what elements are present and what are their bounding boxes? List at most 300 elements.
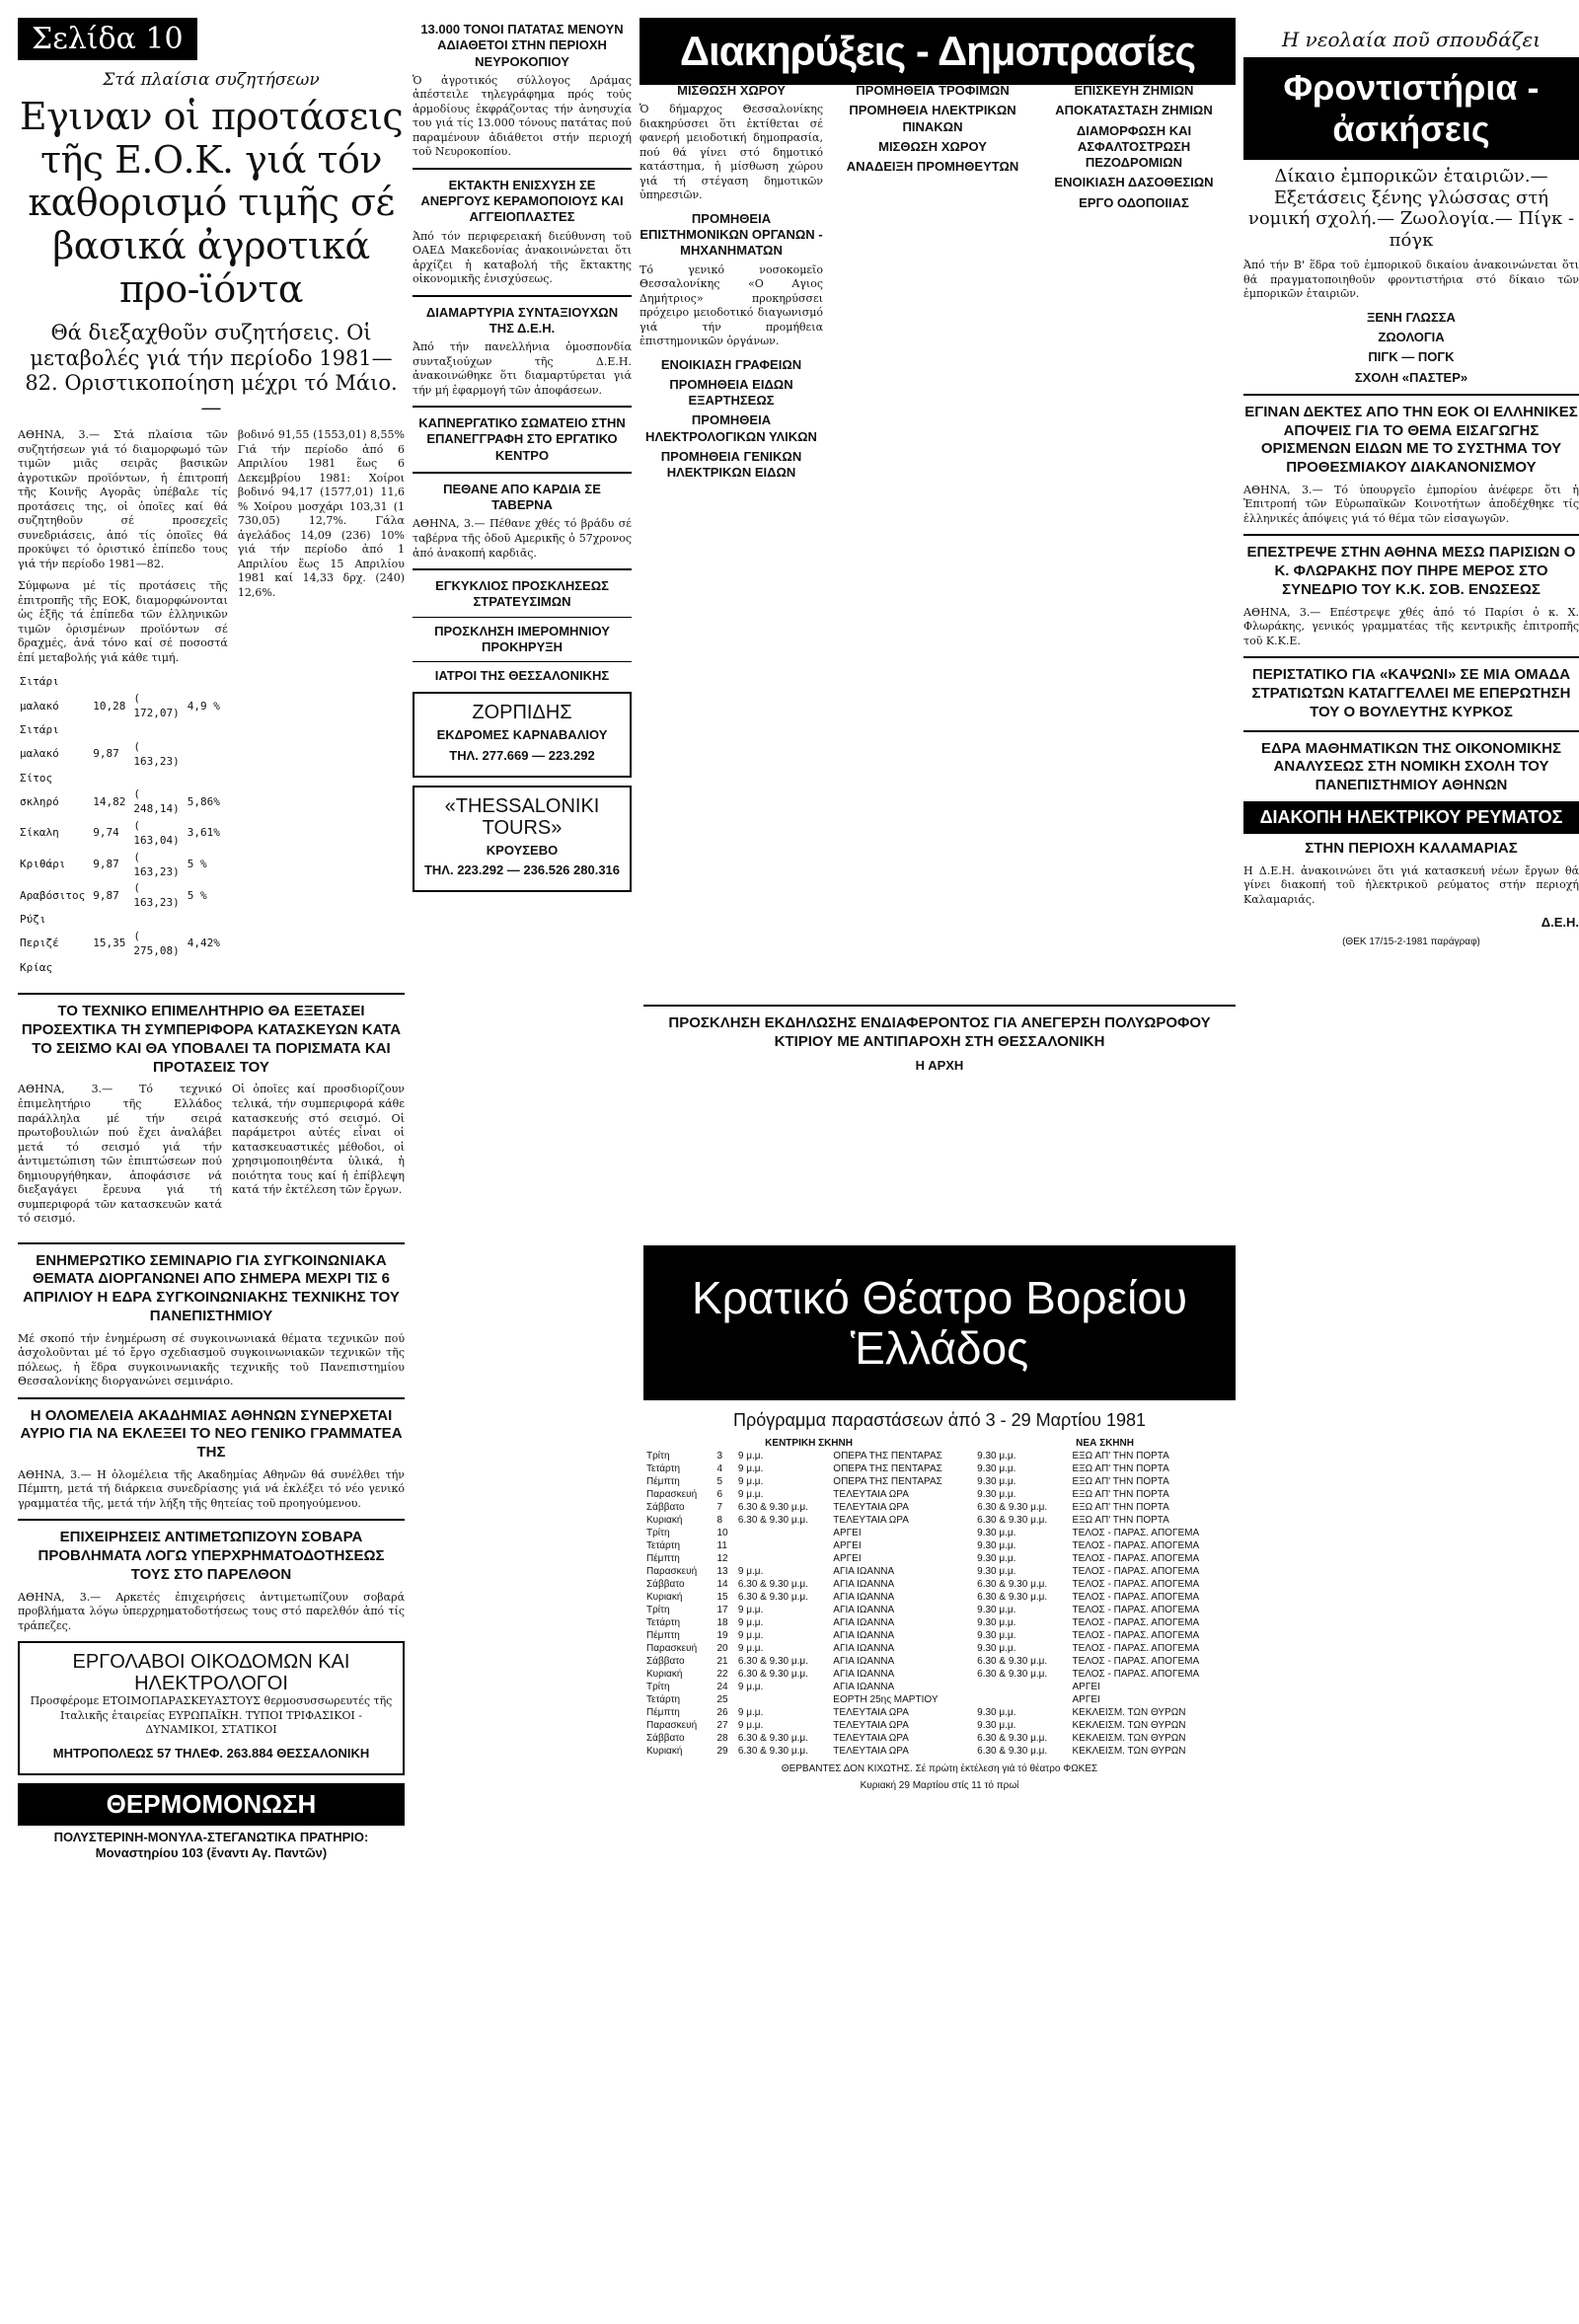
price-cell: 10,28 [93, 699, 126, 712]
schedule-cell: ΑΓΙΑ ΙΩΑΝΝΑ [833, 1669, 895, 1681]
ad-sub: ΕΚΔΡΟΜΕΣ ΚΑΡΝΑΒΑΛΙΟΥ [436, 727, 608, 743]
headline: ΕΡΓΟ ΟΔΟΠΟΙΙΑΣ [1079, 194, 1189, 210]
headline: ΕΠΙΧΕΙΡΗΣΕΙΣ ΑΝΤΙΜΕΤΩΠΙΖΟΥΝ ΣΟΒΑΡΑ ΠΡΟΒΛΗΜΑΤΑ ΛΟΓΩ ΥΠΕΡΧΡΗΜΑΤΟΔΟΤΗΣΕΩΣ ΤΟΥΣ ΣΤΟ ΠΑΡΕΛΘΟΝ [38, 1529, 385, 1583]
divider [18, 1519, 405, 1521]
price-cell: ( 163,23) [133, 850, 180, 878]
schedule-cell: 6.30 & 9.30 μ.μ. [977, 1579, 1048, 1591]
schedule-cell: ΑΓΙΑ ΙΩΑΝΝΑ [833, 1566, 895, 1578]
schedule-cell: 9 μ.μ. [737, 1707, 764, 1719]
headline: ΕΠΙΣΚΕΥΗ ΖΗΜΙΩΝ [1074, 83, 1194, 98]
schedule-cell: 12 [716, 1553, 728, 1565]
headline: ΕΓΚΥΚΛΙΟΣ ΠΡΟΣΚΛΗΣΕΩΣ ΣΤΡΑΤΕΥΣΙΜΩΝ [435, 578, 609, 610]
price-cell [133, 772, 185, 787]
schedule-cell: 19 [716, 1630, 728, 1642]
col-header-new: ΝΕΑ ΣΚΗΝΗ [1076, 1438, 1134, 1450]
schedule-cell: 14 [716, 1579, 728, 1591]
schedule-cell: ΤΕΛΟΣ - ΠΑΡΑΣ. ΑΠΟΓΕΜΑ [1072, 1630, 1200, 1642]
price-cell: Σιτάρι [20, 675, 59, 689]
divider [413, 617, 632, 618]
divider [1243, 656, 1579, 658]
price-row [20, 787, 226, 817]
price-cell [133, 675, 185, 690]
auctions-col-b [841, 79, 1024, 179]
price-row [20, 881, 226, 911]
headline: ΕΓΙΝΑΝ ΔΕΚΤΕΣ ΑΠΟ ΤΗΝ ΕΟΚ ΟΙ ΕΛΛΗΝΙΚΕΣ ΑΠΟΨΕΙΣ ΓΙΑ ΤΟ ΘΕΜΑ ΕΙΣΑΓΩΓΗΣ ΟΡΙΣΜΕΝΩΝ ΕΙΔΩΝ ΜΕ ΤΟ ΣΥΣΤΗΜΑ ΤΟΥ ΠΡΟΘΕΣΜΙΑΚΟΥ ΔΙΑΚΑΝΟΝΙΣΜΟΥ [1244, 403, 1578, 477]
ad-address: ΜΗΤΡΟΠΟΛΕΩΣ 57 ΤΗΛΕΦ. 263.884 ΘΕΣΣΑΛΟΝΙΚΗ [52, 1745, 370, 1761]
schedule-cell: 27 [716, 1720, 728, 1732]
headline: ΠΡΟΜΗΘΕΙΑ ΕΠΙΣΤΗΜΟΝΙΚΩΝ ΟΡΓΑΝΩΝ - ΜΗΧΑΝΗΜΑΤΩΝ [639, 210, 823, 259]
schedule-cell: ΤΕΛΕΥΤΑΙΑ ΩΡΑ [833, 1502, 909, 1514]
schedule-cell: 24 [716, 1682, 728, 1693]
headline: Η ΟΛΟΜΕΛΕΙΑ ΑΚΑΔΗΜΙΑΣ ΑΘΗΝΩΝ ΣΥΝΕΡΧΕΤΑΙ ΑΥΡΙΟ ΓΙΑ ΝΑ ΕΚΛΕΞΕΙ ΤΟ ΝΕΟ ΓΕΝΙΚΟ ΓΡΑΜΜΑΤΕΑ ΤΗΣ [20, 1406, 403, 1462]
schedule-cell: Παρασκευή [646, 1566, 698, 1578]
price-row [20, 961, 226, 976]
price-cell: Σιτάρι [20, 722, 59, 736]
schedule-cell: ΕΞΩ ΑΠ' ΤΗΝ ΠΟΡΤΑ [1072, 1515, 1169, 1527]
power-outage-banner: ΔΙΑΚΟΠΗ ΗΛΕΚΤΡΙΚΟΥ ΡΕΥΜΑΤΟΣ [1243, 801, 1579, 834]
price-cell: Κριθάρι [20, 858, 66, 871]
schedule-cell: Τρίτη [646, 1682, 670, 1693]
headline: ΔΙΑΜΟΡΦΩΣΗ ΚΑΙ ΑΣΦΑΛΤΟΣΤΡΩΣΗ ΠΕΖΟΔΡΟΜΙΩΝ [1076, 122, 1192, 170]
price-cell: 5 % [187, 888, 207, 902]
article-body: Τό γενικό νοσοκομεῖο Θεσσαλονίκης «Ο Αγιος Δημήτριος» προκηρύσσει πρόχειρο μειοδοτικό διαγωνισμό γιά τήν προμήθεια ἐπιστημονικῶν ὀργάνων. [639, 262, 823, 348]
schedule-cell: ΑΓΙΑ ΙΩΑΝΝΑ [833, 1643, 895, 1655]
schedule-cell: Κυριακή [646, 1515, 683, 1527]
headline: ΣΧΟΛΗ «ΠΑΣΤΕΡ» [1354, 369, 1468, 385]
headline: ΠΡΟΜΗΘΕΙΑ ΗΛΕΚΤΡΟΛΟΓΙΚΩΝ ΥΛΙΚΩΝ [645, 412, 817, 444]
schedule-cell: 13 [716, 1566, 728, 1578]
schedule-cell: Παρασκευή [646, 1489, 698, 1501]
schedule-cell: 6.30 & 9.30 μ.μ. [977, 1733, 1048, 1745]
schedule-cell: 9.30 μ.μ. [977, 1643, 1016, 1655]
schedule-cell: Παρασκευή [646, 1720, 698, 1732]
schedule-cell: 9 μ.μ. [737, 1682, 764, 1693]
headline: ΠΙΓΚ — ΠΟΓΚ [1368, 349, 1455, 365]
article-body: ΑΘΗΝΑ, 3.— Η ὁλομέλεια τῆς Ακαδημίας Αθηνῶν θά συνέλθει τήν Πέμπτη, μετά τή διάρκεια συνεδρίασης γιά νά ἐκλέξει τό νέο γενικό γραμματέα τῆς, μετά τήν λήξη τῆς θητείας τοῦ προηγούμενου. [18, 1467, 405, 1510]
schedule-cell: 9 μ.μ. [737, 1605, 764, 1616]
schedule-cell: ΤΕΛΟΣ - ΠΑΡΑΣ. ΑΠΟΓΕΜΑ [1072, 1553, 1200, 1565]
ad-sub: ΠΟΛΥΣΤΕΡΙΝΗ-ΜΟΝΥΛΑ-ΣΤΕΓΑΝΩΤΙΚΑ ΠΡΑΤΗΡΙΟ: Μοναστηρίου 103 (ἔναντι Αγ. Παντῶν) [53, 1830, 369, 1861]
schedule-cell: 9.30 μ.μ. [977, 1605, 1016, 1616]
schedule-table [643, 1437, 1236, 1758]
schedule-cell: ΚΕΚΛΕΙΣΜ. ΤΩΝ ΘΥΡΩΝ [1072, 1707, 1186, 1719]
price-cell: ( 172,07) [133, 692, 180, 720]
headline: ΑΝΑΔΕΙΞΗ ΠΡΟΜΗΘΕΥΤΩΝ [846, 159, 1019, 174]
page-label: Σελίδα 10 [18, 18, 197, 60]
schedule-cell: ΑΓΙΑ ΙΩΑΝΝΑ [833, 1579, 895, 1591]
schedule-cell: Πέμπτη [646, 1630, 680, 1642]
price-cell: Περιζέ [20, 937, 59, 950]
schedule-cell: 18 [716, 1617, 728, 1629]
divider [1243, 534, 1579, 536]
schedule-cell: 6.30 & 9.30 μ.μ. [737, 1656, 808, 1668]
price-cell [93, 675, 131, 690]
ad-banner: ΘΕΡΜΟΜΟΝΩΣΗ [18, 1783, 405, 1826]
schedule-cell: 9 μ.μ. [737, 1476, 764, 1488]
advertisement [413, 692, 632, 778]
headline: ΜΙΣΘΩΣΗ ΧΩΡΟΥ [878, 138, 987, 154]
tutorials-banner: Φροντιστήρια - ἀσκήσεις [1243, 57, 1579, 160]
schedule-cell: 9 μ.μ. [737, 1489, 764, 1501]
headline: ΠΡΟΣΚΛΗΣΗ ΕΚΔΗΛΩΣΗΣ ΕΝΔΙΑΦΕΡΟΝΤΟΣ ΓΙΑ ΑΝΕΓΕΡΣΗ ΠΟΛΥΩΡΟΦΟΥ ΚΤΙΡΙΟΥ ΜΕ ΑΝΤΙΠΑΡΟΧΗ ΣΤΗ ΘΕΣΣΑΛΟΝΙΚΗ [668, 1014, 1211, 1050]
schedule-cell: Πέμπτη [646, 1553, 680, 1565]
schedule-row [643, 1501, 1236, 1514]
schedule-cell: ΤΕΛΟΣ - ΠΑΡΑΣ. ΑΠΟΓΕΜΑ [1072, 1605, 1200, 1616]
price-cell: Σίτος [20, 771, 53, 785]
schedule-cell: 6.30 & 9.30 μ.μ. [977, 1669, 1048, 1681]
schedule-row [643, 1450, 1236, 1462]
article-body: ΑΘΗΝΑ, 3.— Επέστρεψε χθές ἀπό τό Παρίσι ὁ κ. Χ. Φλωράκης, γενικός γραμματέας τῆς κεντρικῆς ἐπιτροπῆς τοῦ Κ.Κ.Ε. [1243, 605, 1579, 647]
divider [413, 568, 632, 570]
price-cell: 4,42% [187, 937, 220, 950]
schedule-row [643, 1616, 1236, 1629]
schedule-cell: 6.30 & 9.30 μ.μ. [977, 1515, 1048, 1527]
article-body: Ἀπό τήν Β' ἕδρα τοῦ ἐμπορικοῦ δικαίου ἀνακοινώνεται ὅτι θά πραγματοποιηθοῦν φροντιστήρια στό δίκαιο τῶν ἐμπορικῶν ἑταιριῶν. [1243, 259, 1579, 301]
headline: 13.000 ΤΟΝΟΙ ΠΑΤΑΤΑΣ ΜΕΝΟΥΝ ΑΔΙΑΘΕΤΟΙ ΣΤΗΝ ΠΕΡΙΟΧΗ ΝΕΥΡΟΚΟΠΙΟΥ [420, 22, 624, 69]
schedule-cell: 6.30 & 9.30 μ.μ. [737, 1669, 808, 1681]
price-cell: ( 163,23) [133, 739, 180, 768]
schedule-cell: 6.30 & 9.30 μ.μ. [737, 1733, 808, 1745]
headline: ΕΚΤΑΚΤΗ ΕΝΙΣΧΥΣΗ ΣΕ ΑΝΕΡΓΟΥΣ ΚΕΡΑΜΟΠΟΙΟΥΣ ΚΑΙ ΑΓΓΕΙΟΠΛΑΣΤΕΣ [420, 177, 624, 225]
price-row [20, 819, 226, 849]
headline: ΠΡΟΜΗΘΕΙΑ ΓΕΝΙΚΩΝ ΗΛΕΚΤΡΙΚΩΝ ΕΙΔΩΝ [660, 448, 802, 481]
schedule-row [643, 1693, 1236, 1706]
schedule-cell [735, 1527, 830, 1539]
divider [413, 295, 632, 297]
schedule-cell: Κυριακή [646, 1669, 683, 1681]
headline: ΖΩΟΛΟΓΙΑ [1378, 330, 1445, 345]
price-cell: 15,35 [93, 937, 126, 950]
article-body: Ὁ ἀγροτικός σύλλογος Δράμας ἀπέστειλε τηλεγράφημα πρός τούς ἁρμοδίους ἐκφράζοντας τήν ἀνησυχία του γιά τίς 13.000 τόνους πατάτας πού παραμένουν ἀδιάθετοι στήν περιοχή τοῦ Νευροκοπίου. [413, 73, 632, 159]
schedule-cell: 6 [716, 1489, 723, 1501]
schedule-cell: ΕΞΩ ΑΠ' ΤΗΝ ΠΟΡΤΑ [1072, 1489, 1169, 1501]
schedule-cell: 6.30 & 9.30 μ.μ. [737, 1579, 808, 1591]
auctions-col-c [1042, 79, 1226, 215]
ad-body: Προσφέρομε ΕΤΟΙΜΟΠΑΡΑΣΚΕΥΑΣΤΟΥΣ θερμοσυσσωρευτές τῆς Ιταλικῆς ἑταιρείας ΕΥΡΩΠΑΪΚΗ. ΤΥΠΟΙ ΤΡΙΦΑΣΙΚΟΙ - ΔΥΝΑΜΙΚΟΙ, ΣΤΑΤΙΚΟΙ [30, 1694, 393, 1737]
schedule-cell: ΤΕΛΕΥΤΑΙΑ ΩΡΑ [833, 1746, 909, 1758]
column-1 [18, 18, 405, 1866]
schedule-cell: 6.30 & 9.30 μ.μ. [737, 1515, 808, 1527]
schedule-cell: Τρίτη [646, 1451, 670, 1462]
schedule-cell: ΤΕΛΟΣ - ΠΑΡΑΣ. ΑΠΟΓΕΜΑ [1072, 1643, 1200, 1655]
schedule-cell: 9 μ.μ. [737, 1451, 764, 1462]
schedule-cell: Σάββατο [646, 1502, 685, 1514]
schedule-row [643, 1655, 1236, 1668]
price-cell: 14,82 [93, 794, 126, 808]
headline: ΠΡΟΣΚΛΗΣΗ ΙΜΕΡΟΜΗΝΙΟΥ ΠΡΟΚΗΡΥΞΗ [434, 623, 610, 654]
schedule-row [643, 1604, 1236, 1616]
schedule-cell: 9.30 μ.μ. [977, 1617, 1016, 1629]
divider [413, 472, 632, 474]
article-body: Ὁ δήμαρχος Θεσσαλονίκης διακηρύσσει ὅτι ἐκτίθεται σέ φανερή μειοδοτική δημοπρασία, πού θά γίνει στό δημοτικό κατάστημα, ἡ μίσθωση χώρου γιά τή στέγαση δημοτικῶν ὑπηρεσιῶν. [639, 103, 823, 202]
price-cell: 9,87 [93, 858, 119, 871]
signature: Δ.Ε.Η. [1541, 915, 1579, 931]
schedule-cell: ΑΡΓΕΙ [833, 1553, 862, 1565]
col-header-main: ΚΕΝΤΡΙΚΗ ΣΚΗΝΗ [765, 1438, 853, 1450]
kicker: Η νεολαία ποῦ σπουδάζει [1281, 28, 1541, 51]
ad-title: «THESSALONIKI TOURS» [444, 794, 600, 839]
schedule-cell: ΤΕΛΟΣ - ΠΑΡΑΣ. ΑΠΟΓΕΜΑ [1072, 1592, 1200, 1604]
schedule-cell: 22 [716, 1669, 728, 1681]
schedule-cell [974, 1693, 1069, 1706]
schedule-cell: ΟΠΕΡΑ ΤΗΣ ΠΕΝΤΑΡΑΣ [833, 1476, 942, 1488]
schedule-cell [735, 1693, 830, 1706]
price-cell: 9,87 [93, 888, 119, 902]
article-body: ΑΘΗΝΑ, 3.— Αρκετές ἐπιχειρήσεις ἀντιμετωπίζουν σοβαρά προβλήματα λόγω ὑπερχρηματοδοτήσεως τους στό παρελθόν ἀπό τίς τράπεζες. [18, 1590, 405, 1632]
schedule-cell: ΚΕΚΛΕΙΣΜ. ΤΩΝ ΘΥΡΩΝ [1072, 1746, 1186, 1758]
theatre-footer: Κυριακή 29 Μαρτίου στίς 11 τό πρωί [860, 1780, 1019, 1792]
schedule-cell: ΤΕΛΟΣ - ΠΑΡΑΣ. ΑΠΟΓΕΜΑ [1072, 1656, 1200, 1668]
price-row [20, 675, 226, 690]
schedule-cell: 3 [716, 1451, 723, 1462]
reference: (ΘΕΚ 17/15-2-1981 παράγραφ) [1342, 937, 1480, 948]
schedule-cell: ΤΕΛΕΥΤΑΙΑ ΩΡΑ [833, 1720, 909, 1732]
price-row [20, 772, 226, 787]
price-cell [93, 913, 131, 928]
schedule-cell: Παρασκευή [646, 1643, 698, 1655]
schedule-cell: Σάββατο [646, 1733, 685, 1745]
ad-phone: ΤΗΛ. 223.292 — 236.526 280.316 [423, 862, 621, 878]
article-body: βοδινό 91,55 (1553,01) 8,55% Γιά τήν περίοδο ἀπό 6 Απριλίου 1981 ἕως 6 Δεκεμβρίου 1981: Χοίροι βοδινό 94,17 (1577,01) 11,6 % Χοίρου μοσχάρι 103,31 (1 730,05) 12,7%. Γάλα ἀγελάδος 14,09 (236) 10% γιά τήν περίοδο ἀπό 1 Απριλίου ἕως 15 Απριλίου 1981 καί 14,33 δρχ. (240) 12,6%. [237, 428, 405, 599]
schedule-cell: ΤΕΛΟΣ - ΠΑΡΑΣ. ΑΠΟΓΕΜΑ [1072, 1617, 1200, 1629]
schedule-cell: ΤΕΛΕΥΤΑΙΑ ΩΡΑ [833, 1515, 909, 1527]
divider [18, 1397, 405, 1399]
schedule-row [643, 1462, 1236, 1475]
schedule-cell: ΑΓΙΑ ΙΩΑΝΝΑ [833, 1630, 895, 1642]
schedule-row [643, 1629, 1236, 1642]
schedule-cell: 6.30 & 9.30 μ.μ. [737, 1502, 808, 1514]
schedule-cell: 9.30 μ.μ. [977, 1707, 1016, 1719]
headline: ΕΝΟΙΚΙΑΣΗ ΔΑΣΟΘΕΣΙΩΝ [1054, 175, 1214, 190]
schedule-cell: 6.30 & 9.30 μ.μ. [737, 1592, 808, 1604]
schedule-cell: 26 [716, 1707, 728, 1719]
price-row [20, 913, 226, 928]
schedule-cell: ΑΓΙΑ ΙΩΑΝΝΑ [833, 1605, 895, 1616]
schedule-cell: ΤΕΛΕΥΤΑΙΑ ΩΡΑ [833, 1733, 909, 1745]
advertisement [413, 786, 632, 893]
price-cell [133, 913, 185, 928]
auctions-col-a [639, 79, 823, 485]
price-cell: Ρύζι [20, 913, 46, 927]
invitation-notice [643, 997, 1236, 1078]
schedule-cell [735, 1539, 830, 1552]
schedule-cell: ΑΡΓΕΙ [1072, 1694, 1100, 1706]
schedule-cell: 9.30 μ.μ. [977, 1489, 1016, 1501]
price-cell: Σίκαλη [20, 826, 59, 840]
schedule-cell: Τετάρτη [646, 1463, 681, 1475]
subhead: Δίκαιο ἐμπορικῶν ἑταιριῶν.— Εξετάσεις ξένης γλώσσας στή νομική σχολή.— Ζωολογία.— Πίγκ - πόγκ [1247, 166, 1575, 251]
price-cell [93, 772, 131, 787]
divider [643, 1005, 1236, 1007]
schedule-cell: 8 [716, 1515, 723, 1527]
schedule-cell: ΚΕΚΛΕΙΣΜ. ΤΩΝ ΘΥΡΩΝ [1072, 1720, 1186, 1732]
schedule-cell: ΤΕΛΟΣ - ΠΑΡΑΣ. ΑΠΟΓΕΜΑ [1072, 1528, 1200, 1539]
schedule-cell: 9.30 μ.μ. [977, 1540, 1016, 1552]
schedule-cell: Πέμπτη [646, 1707, 680, 1719]
headline: ΤΟ ΤΕΧΝΙΚΟ ΕΠΙΜΕΛΗΤΗΡΙΟ ΘΑ ΕΞΕΤΑΣΕΙ ΠΡΟΣΕΧΤΙΚΑ ΤΗ ΣΥΜΠΕΡΙΦΟΡΑ ΚΑΤΑΣΚΕΥΩΝ ΚΑΤΑ ΤΟ ΣΕΙΣΜΟ ΚΑΙ ΘΑ ΥΠΟΒΑΛΕΙ ΤΑ ΠΟΡΙΣΜΑΤΑ ΚΑΙ ΠΡΟΤΑΣΕΙΣ ΤΟΥ [21, 1003, 402, 1076]
schedule-cell: ΤΕΛΕΥΤΑΙΑ ΩΡΑ [833, 1489, 909, 1501]
headline: ΑΠΟΚΑΤΑΣΤΑΣΗ ΖΗΜΙΩΝ [1055, 103, 1213, 118]
column-2 [413, 18, 632, 900]
article-body: Ἀπό τήν πανελλήνια ὁμοσπονδία συνταξιούχων τῆς Δ.Ε.Η. ἀνακοινώθηκε ὅτι διαμαρτύρεται γιά τήν μή ἐφαρμογή τῶν ἀποφάσεων. [413, 340, 632, 397]
price-cell: 9,87 [93, 747, 119, 761]
schedule-row [643, 1706, 1236, 1719]
schedule-row [643, 1591, 1236, 1604]
price-cell: ( 163,23) [133, 881, 180, 910]
headline: ΕΠΕΣΤΡΕΨΕ ΣΤΗΝ ΑΘΗΝΑ ΜΕΣΩ ΠΑΡΙΣΙΩΝ Ο Κ. ΦΛΩΡΑΚΗΣ ΠΟΥ ΠΗΡΕ ΜΕΡΟΣ ΣΤΟ ΣΥΝΕΔΡΙΟ ΤΟΥ Κ.Κ. ΣΟΒ. ΕΝΩΣΕΩΣ [1246, 544, 1576, 598]
schedule-cell: ΕΞΩ ΑΠ' ΤΗΝ ΠΟΡΤΑ [1072, 1451, 1169, 1462]
price-cell [133, 961, 185, 976]
schedule-cell: Τετάρτη [646, 1540, 681, 1552]
schedule-cell: 10 [716, 1528, 728, 1539]
theatre-title: Κρατικό Θέατρο Βορείου Ἑλλάδος [643, 1245, 1236, 1400]
price-cell [188, 740, 226, 770]
schedule-cell: 20 [716, 1643, 728, 1655]
schedule-cell: ΑΡΓΕΙ [1072, 1682, 1100, 1693]
divider [18, 1242, 405, 1244]
price-cell: μαλακό [20, 699, 59, 712]
divider [1243, 394, 1579, 396]
advertisement [18, 1641, 405, 1775]
schedule-cell: 15 [716, 1592, 728, 1604]
price-row [20, 740, 226, 770]
schedule-cell: 9.30 μ.μ. [977, 1630, 1016, 1642]
schedule-cell: ΕΞΩ ΑΠ' ΤΗΝ ΠΟΡΤΑ [1072, 1502, 1169, 1514]
schedule-cell: ΟΠΕΡΑ ΤΗΣ ΠΕΝΤΑΡΑΣ [833, 1463, 942, 1475]
price-cell [93, 723, 131, 738]
schedule-cell: 9.30 μ.μ. [977, 1476, 1016, 1488]
price-cell: ( 275,08) [133, 929, 180, 957]
schedule-cell: 9.30 μ.μ. [977, 1720, 1016, 1732]
price-cell: ( 248,14) [133, 787, 180, 816]
schedule-cell: ΑΓΙΑ ΙΩΑΝΝΑ [833, 1682, 895, 1693]
schedule-row [643, 1514, 1236, 1527]
price-cell: ( 163,04) [133, 819, 180, 847]
divider [18, 993, 405, 995]
headline: ΕΔΡΑ ΜΑΘΗΜΑΤΙΚΩΝ ΤΗΣ ΟΙΚΟΝΟΜΙΚΗΣ ΑΝΑΛΥΣΕΩΣ ΣΤΗ ΝΟΜΙΚΗ ΣΧΟΛΗ ΤΟΥ ΠΑΝΕΠΙΣΤΗΜΙΟΥ ΑΘΗΝΩΝ [1260, 739, 1561, 794]
article-body: ΑΘΗΝΑ, 3.— Τό ὑπουργεῖο ἐμπορίου ἀνέφερε ὅτι ἡ Ἐπιτροπή τῶν Εὐρωπαϊκῶν Κοινοτήτων ἀποδέχθηκε τίς ἑλληνικές ἀπόψεις γιά τό θέμα τῶν εἰσαγωγῶν. [1243, 483, 1579, 525]
auctions-banner: Διακηρύξεις - Δημοπρασίες [639, 18, 1236, 85]
schedule-cell: 25 [716, 1694, 728, 1706]
schedule-cell: Κυριακή [646, 1746, 683, 1758]
schedule-cell: ΑΡΓΕΙ [833, 1540, 862, 1552]
ad-phone: ΤΗΛ. 277.669 — 223.292 [449, 747, 595, 763]
divider [413, 168, 632, 170]
headline: ΜΙΣΘΩΣΗ ΧΩΡΟΥ [677, 83, 786, 98]
schedule-cell: 9.30 μ.μ. [977, 1566, 1016, 1578]
schedule-cell: 9.30 μ.μ. [977, 1553, 1016, 1565]
schedule-cell: ΑΓΙΑ ΙΩΑΝΝΑ [833, 1617, 895, 1629]
headline: ΠΡΟΜΗΘΕΙΑ ΗΛΕΚΤΡΙΚΩΝ ΠΙΝΑΚΩΝ [849, 103, 1016, 134]
article-body: Μέ σκοπό τήν ἐνημέρωση σέ συγκοινωνιακά θέματα τεχνικῶν πού ἀσχολοῦνται μέ τό ἔργο σχεδιασμοῦ συγκοινωνιακῶν τεχνικῶν τῆς πόλεως, ἡ ἕδρα συγκοινωνιακῆς τεχνικῆς τοῦ Πανεπιστημίου Θεσσαλονίκης διοργανώνει σεμινάριο. [18, 1331, 405, 1388]
schedule-cell: ΤΕΛΟΣ - ΠΑΡΑΣ. ΑΠΟΓΕΜΑ [1072, 1566, 1200, 1578]
schedule-cell: 6.30 & 9.30 μ.μ. [977, 1502, 1048, 1514]
schedule-cell: 9 μ.μ. [737, 1720, 764, 1732]
schedule-cell: Τρίτη [646, 1528, 670, 1539]
price-row [20, 723, 226, 738]
price-cell: σκληρό [20, 794, 59, 808]
price-cell: 4,9 % [187, 699, 220, 712]
schedule-cell: 9 μ.μ. [737, 1463, 764, 1475]
schedule-cell: ΑΡΓΕΙ [833, 1528, 862, 1539]
price-cell: 5,86% [187, 794, 220, 808]
headline: ΣΤΗΝ ΠΕΡΙΟΧΗ ΚΑΛΑΜΑΡΙΑΣ [1305, 839, 1518, 857]
headline: ΠΕΘΑΝΕ ΑΠΟ ΚΑΡΔΙΑ ΣΕ ΤΑΒΕΡΝΑ [443, 481, 601, 513]
main-subhead: Θά διεξαχθοῦν συζητήσεις. Οἱ μεταβολές γιά τήν περίοδο 1981—82. Οριστικοποίηση μέχρι τό Μάιο.— [25, 321, 398, 419]
schedule-cell: 11 [716, 1540, 727, 1552]
schedule-cell: 9.30 μ.μ. [977, 1528, 1016, 1539]
price-cell: Κρίας [20, 960, 53, 974]
ad-title: ΕΡΓΟΛΑΒΟΙ ΟΙΚΟΔΟΜΩΝ ΚΑΙ ΗΛΕΚΤΡΟΛΟΓΟΙ [72, 1651, 350, 1695]
schedule-row [643, 1488, 1236, 1501]
signature: Η ΑΡΧΗ [915, 1057, 964, 1073]
article-body: Ἀπό τόν περιφερειακή διεύθυνση τοῦ ΟΑΕΔ Μακεδονίας ἀνακοινώνεται ὅτι ἀρχίζει ἡ καταβολή τῆς ἔκτακτης οἰκονομικῆς ἐνισχύσεως. [413, 229, 632, 286]
schedule-cell: 28 [716, 1733, 728, 1745]
main-headline: Εγιναν οἱ προτάσεις τῆς Ε.Ο.Κ. γιά τόν καθορισμό τιμῆς σέ βασικά ἀγροτικά προ-ϊόντα [19, 95, 404, 311]
schedule-cell: 9 μ.μ. [737, 1630, 764, 1642]
schedule-cell: ΤΕΛΟΣ - ΠΑΡΑΣ. ΑΠΟΓΕΜΑ [1072, 1669, 1200, 1681]
theatre-ad [643, 1245, 1236, 1791]
price-cell: μαλακό [20, 747, 59, 761]
article-body: ΑΘΗΝΑ, 3.— Πέθανε χθές τό βράδυ σέ ταβέρνα τῆς ὁδοῦ Αμερικῆς ὁ 57χρονος ἀπό ἀνακοπή καρδιᾶς. [413, 517, 632, 560]
schedule-cell: 9.30 μ.μ. [977, 1463, 1016, 1475]
schedule-cell: ΤΕΛΟΣ - ΠΑΡΑΣ. ΑΠΟΓΕΜΑ [1072, 1579, 1200, 1591]
schedule-cell: 9 μ.μ. [737, 1566, 764, 1578]
schedule-cell: 6.30 & 9.30 μ.μ. [977, 1592, 1048, 1604]
schedule-row [643, 1681, 1236, 1693]
article-body: Σύμφωνα μέ τίς προτάσεις τῆς ἐπιτροπῆς τῆς ΕΟΚ, διαμορφώνονται ὡς ἑξῆς τά ἐπίπεδα τῶν ἑλληνικῶν τιμῶν ὁρισμένων προϊόντων σέ δραχμές, ἀνά τόνο καί σέ ποσοστά ἐπί μεταβολής γιά κάθε τιμή. [18, 579, 228, 664]
schedule-cell: Σάββατο [646, 1579, 685, 1591]
schedule-row [643, 1642, 1236, 1655]
headline: ΞΕΝΗ ΓΛΩΣΣΑ [1367, 309, 1456, 325]
schedule-cell: Τετάρτη [646, 1617, 681, 1629]
schedule-cell: ΕΞΩ ΑΠ' ΤΗΝ ΠΟΡΤΑ [1072, 1476, 1169, 1488]
schedule-row [643, 1719, 1236, 1732]
auctions-section [639, 18, 1236, 85]
schedule-cell: 6.30 & 9.30 μ.μ. [737, 1746, 808, 1758]
schedule-row [643, 1578, 1236, 1591]
schedule-cell: 9 μ.μ. [737, 1617, 764, 1629]
schedule-cell: 21 [716, 1656, 728, 1668]
schedule-cell [735, 1552, 830, 1565]
schedule-cell: ΑΓΙΑ ΙΩΑΝΝΑ [833, 1656, 895, 1668]
schedule-cell: ΚΕΚΛΕΙΣΜ. ΤΩΝ ΘΥΡΩΝ [1072, 1733, 1186, 1745]
headline: ΕΝΟΙΚΙΑΣΗ ΓΡΑΦΕΙΩΝ [660, 356, 802, 372]
theatre-footer: ΘΕΡΒΑΝΤΕΣ ΔΟΝ ΚΙΧΩΤΗΣ. Σέ πρώτη ἐκτέλεση γιά τό θέατρο ΦΩΚΕΣ [781, 1763, 1098, 1775]
price-cell [93, 961, 131, 976]
headline: ΔΙΑΜΑΡΤΥΡΙΑ ΣΥΝΤΑΞΙΟΥΧΩΝ ΤΗΣ Δ.Ε.Η. [425, 304, 619, 336]
schedule-cell: 7 [716, 1502, 723, 1514]
schedule-row [643, 1552, 1236, 1565]
column-5 [1243, 18, 1579, 947]
schedule-cell: ΕΟΡΤΗ 25ης ΜΑΡΤΙΟΥ [833, 1694, 939, 1706]
price-cell [133, 723, 185, 738]
divider [1243, 730, 1579, 732]
divider [413, 406, 632, 408]
schedule-cell [974, 1681, 1069, 1693]
schedule-row [643, 1527, 1236, 1539]
article-columns [18, 428, 405, 985]
schedule-row [643, 1732, 1236, 1745]
headline: ΙΑΤΡΟΙ ΤΗΣ ΘΕΣΣΑΛΟΝΙΚΗΣ [434, 668, 610, 684]
price-row [20, 930, 226, 959]
schedule-cell: 17 [716, 1605, 728, 1616]
headline: ΠΡΟΜΗΘΕΙΑ ΤΡΟΦΙΜΩΝ [856, 83, 1010, 98]
article-body: ΑΘΗΝΑ, 3.— Τό τεχνικό ἐπιμελητήριο τῆς Ελλάδος παράλληλα μέ τήν σειρά πρωτοβουλιών πού ἔχει ἀναλάβει μετά τό σεισμό γιά τήν ἀντιμετώπιση τῶν ἐπιπτώσεων πού δημιουργήθηκαν, ἀποφάσισε νά διεξαγάγει ἔρευνα γιά τή συμπεριφορά τῶν κατασκευῶν κατά τό σεισμό. [18, 1083, 222, 1226]
schedule-cell: 9 μ.μ. [737, 1643, 764, 1655]
schedule-cell: Τετάρτη [646, 1694, 681, 1706]
schedule-cell: 9.30 μ.μ. [977, 1451, 1016, 1462]
